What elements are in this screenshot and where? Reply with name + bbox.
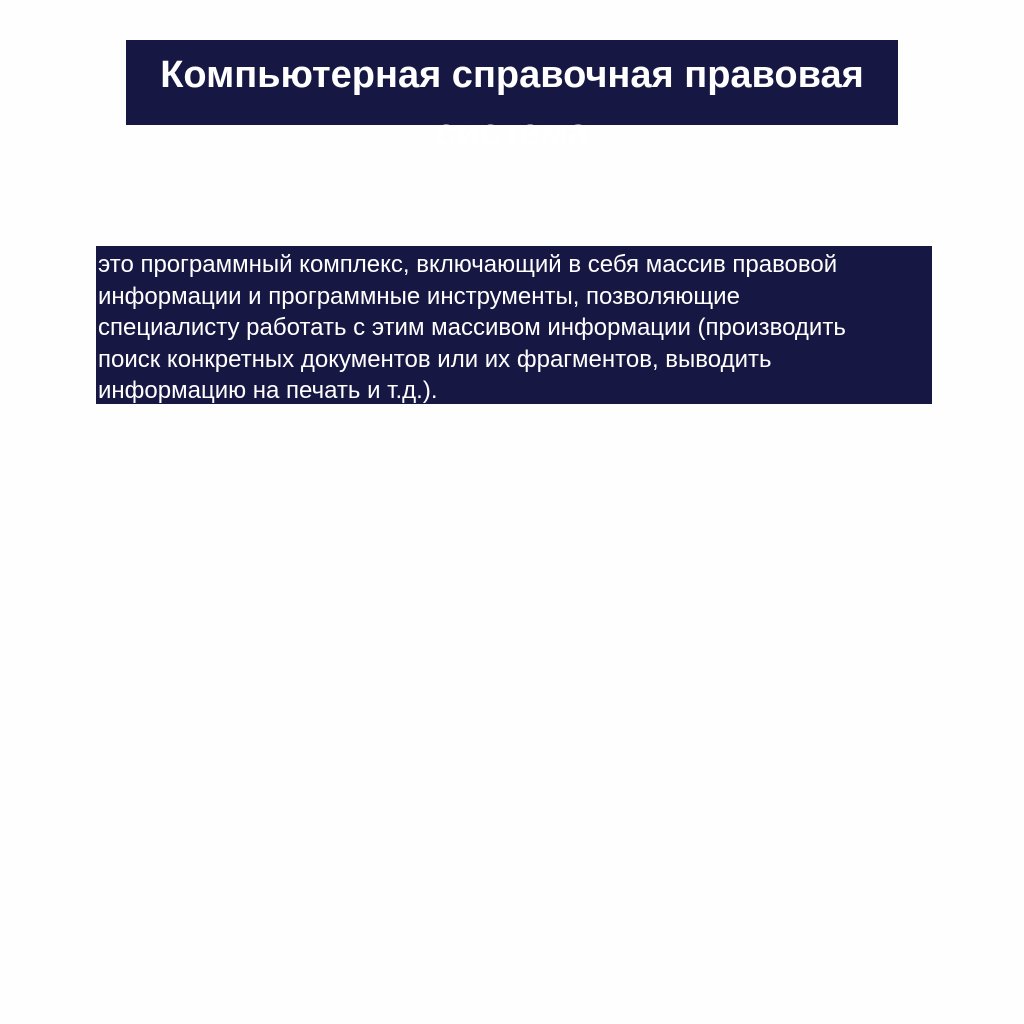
definition-text: это программный комплекс, включающий в себя массив правовой информации и программные инструменты, позволяющие специалисту работать с этим массивом информации (производить поиск конкретных документов или их фрагментов, выводить информацию на печать и т.д.). [98,251,846,404]
definition-box [96,246,932,404]
slide-title: Компьютерная справочная правовая система [160,54,864,154]
title-box [126,40,898,154]
